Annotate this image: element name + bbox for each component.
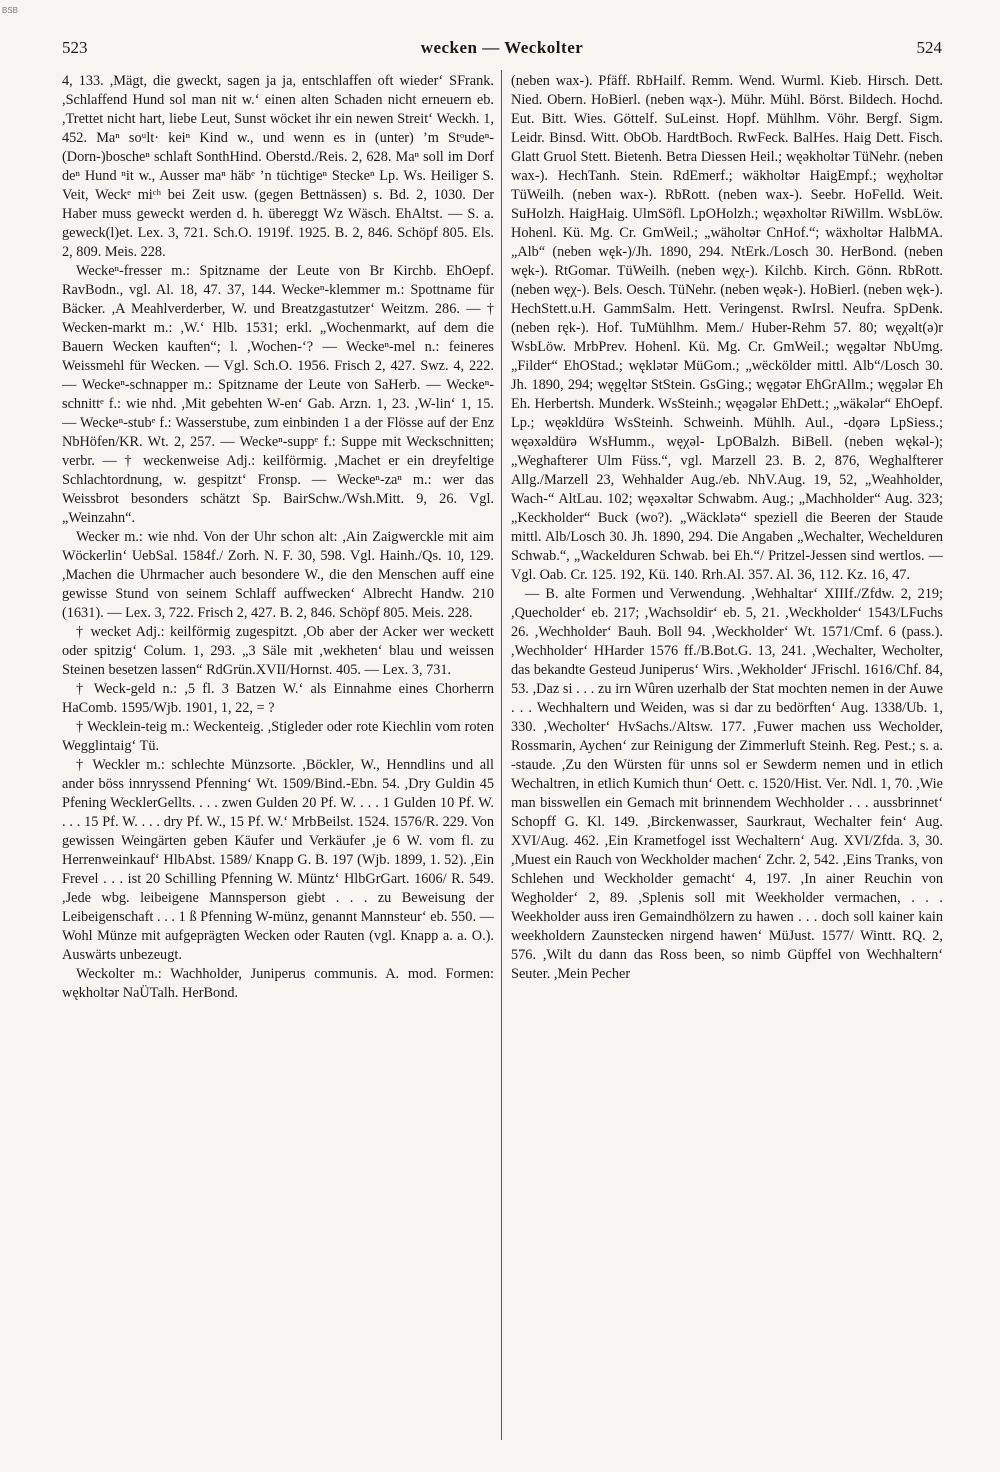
entry-paragraph: † Weckler m.: schlechte Münzsorte. ,Böckler, W., Henndlins und all ander böss innryssend Pfenning‘ Wt. 1509/Bind.-Ebn. 54. ,Dry Guldin 45 Pfening WecklerGellts. . . . zwen Gulden 20 Pf. W. . . . 1 Gulden 10 Pf. W. . . . 15 Pf. W. . . . dry Pf. W., 15 Pf. W.‘ MrbBeilst. 1524. 1576/R. 229. Von gewissen Weingärten geben Käufer und Verkäufer ,je 6 W. vom fl. zu Herrenweinkauf‘ HlbAbst. 1589/ Knapp G. B. 197 (Wjb. 1899, 1. 52). ,Ein Frevel . . . ist 20 Schilling Pfenning W. Müntz‘ HlbGrGart. 1606/ R. 549. ,Jede wbg. leibeigene Mannsperson giebt . . . zu Beweisung der Leibeigenschaft . . . 1 ß Pfenning W-münz, genannt Mannsteur‘ eb. 550. — Wohl Münze mit aufgeprägten Wecken oder Rauten (vgl. Knapp a. a. O.). Auswärts unbezeugt.	[62, 757, 494, 963]
page-number-right: 524	[916, 38, 942, 57]
entry-paragraph: (neben wax-). Pfäff. RbHailf. Remm. Wend. Wurml. Kieb. Hirsch. Dett. Nied. Obern. HoBierl. (neben wąx-). Mühr. Mühl. Börst. Bildech. Hochd. Eut. Bitt. Wies. Göttelf. SuLeinst. Hopf. Mühlhm. Vöhr. Bergf. Sigm. Leidr. Binsd. Witt. ObOb. HardtBoch. RwFeck. BalHes. Haig Dett. Fisch. Glatt Gruol Stett. Bietenh. Betra Diessen Heil.; węəkholtər TüNehr. (neben wax-). HechTanh. Stein. RdEmerf.; wäkholtər HaigEmpf.; węχholtər TüWeilh. (neben wax-). RbRott. (neben wax-). Seebr. HoFelld. Weit. SuHolzh. HaigHaig. UlmSöfl. LpOHolzh.; węəxholtər RiWillm. WsbLöw. Hohenl. Kü. Mg. Cr. GmWeil.; „wäholtər CnHof.“; wäxholtər HalbMA. „Alb“ (neben węk-)/Jh. 1890, 294. NtErk./Losch 30. HerBond. (neben węk-). RtGomar. TüWeilh. (neben węχ-). Kilchb. Kirch. Gönn. RbRott. (neben węχ-). Bels. Oesch. TüNehr. (neben węək-). HoBierl. (neben węk-). HechStett.u.H. GammSalm. Hett. Veringenst. RwIrsl. Neufra. SpDenk. (neben ręk-). Hof. TuMühlhm. Mem./ Huber-Rehm 57. 80; węχəlt(ə)r WsbLöw. MrbPrev. Hohenl. Kü. Mg. Cr. GmWeil.; węgəltər NbUmg. „Filder“ EhOStad.; węklətər MüGom.; „wëckölder mittl. Alb“/Losch 30. Jh. 1890, 294; węgęltər StStein. GsGing.; węgətər EhGrAllm.; węgələr Eh Eh. Herbertsh. Munderk. WsSteinh.; węəgələr EhDett.; „wäkələr“ EhOepf. Lp.; węəkldürə WsSteinh. Schweinh. Mühlh. Aul., -dǫərə LpSiess.; węəxəldürə WsHumm., węχəl- LpOBalzh. BiBell. (neben wękəl-); „Weghafterer Ulm Füss.“, vgl. Marzell 23. B. 2, 876, Weghalfterer Allg./Marzell 23, Wehhalder Aug./eb. NhV.Aug. 19, 52, „Weahholder, Wach-“ AltLau. 102; węəxəltər Schwabm. Aug.; „Machholder“ Aug. 323; „Keckholder“ Buck (wo?). „Wäcklətə“ speziell die Beeren der Staude mittl. Alb/Losch 30. Jh. 1890, 294. Die Angaben „Wechalter, Wechelduren Schwab.“, „Wackelduren Schwab. bei Eh.“/ Pritzel-Jessen sind wertlos. — Vgl. Oab. Cr. 125. 192, Kü. 140. Rrh.Al. 357. Al. 36, 112. Kz. 16, 47.	[511, 73, 943, 583]
column-divider	[501, 70, 502, 1440]
entry-paragraph: 4, 133. ,Mägt, die gweckt, sagen ja ja, entschlaffen oft wieder‘ SFrank. ,Schlaffend Hund sol man nit w.‘ einen alten Schaden nicht erneuern eb. ,Trettet nicht hart, liebe Leut, Sunst wöcket ihr ein newen Streit‘ Weckh. 1, 452. Maⁿ soᵘlt· keiⁿ Kind w., und wenn es in (unter) ’m Stᵒudeⁿ-(Dorn-)boscheⁿ schlaft SonthHind. Oberstd./Reis. 2, 628. Maⁿ soll im Dorf deⁿ Hund ⁿit w., Ausser maⁿ häbᵉ ’n tüchtigeⁿ Steckeⁿ Lp. Ws. Heiliger S. Veit, Weckᵉ miᶜʰ bei Zeit usw. (gegen Bettnässen) s. Bd. 2, 1030. Der Haber muss geweckt werden d. h. übereggt Wz Wäsch. EhAltst. — S. a. geweck(l)et. Lex. 3, 721. Sch.O. 1919f. 1925. B. 2, 846. Schöpf 805. Els. 2, 809. Meis. 228.	[62, 73, 494, 260]
entry-paragraph: † wecket Adj.: keilförmig zugespitzt. ,Ob aber der Acker wer weckett oder spitzig‘ Colum. 1, 293. „3 Säle mit ,wekheten‘ blau und weissen Steinen besetzen lassen“ RdGrün.XVII/Hornst. 405. — Lex. 3, 731.	[62, 624, 494, 678]
entry-paragraph: † Weck-geld n.: ,5 fl. 3 Batzen W.‘ als Einnahme eines Chorherrn HaComb. 1595/Wjb. 1901, 1, 22, = ?	[62, 681, 494, 716]
entry-paragraph: † Wecklein-teig m.: Weckenteig. ,Stigleder oder rote Kiechlin vom roten Wegglintaig‘ Tü.	[62, 719, 494, 754]
running-title: wecken — Weckolter	[420, 38, 584, 57]
entry-paragraph: Weckeⁿ-fresser m.: Spitzname der Leute von Br Kirchb. EhOepf. RavBodn., vgl. Al. 18, 47. 37, 144. Weckeⁿ-klemmer m.: Spottname für Bäcker. ,A Meahlverderber, W. und Breatzgastutzer‘ Weitzm. 286. — † Wecken-markt m.: ,W.‘ Hlb. 1531; erkl. „Wochenmarkt, auf dem die Bauern Wecken kauften“; l. ,Wochen-‘? — Weckeⁿ-mel n.: feineres Weissmehl für Wecken. — Vgl. Sch.O. 1956. Frisch 2, 427. Swz. 4, 222. — Weckeⁿ-schnapper m.: Spitzname der Leute von SaHerb. — Weckeⁿ-schnittᵉ f.: wie nhd. ,Mit gebehten W-en‘ Gab. Arzn. 1, 23. ,W-lin‘ 1, 15. — Weckeⁿ-stubᵉ f.: Wasserstube, zum einbinden 1 a der Flösse auf der Enz NbHöfen/KR. Wt. 2, 257. — Weckeⁿ-suppᵉ f.: Suppe mit Weckschnitten; verbr. — † weckenweise Adj.: keilförmig. ,Machet er ein dreyfeltige Schlachtordnung, w. gespitzt‘ Fronsp. — Weckeⁿ-zaⁿ m.: wer das Weissbrot besonders schätzt Sp. BairSchw./Wsh.Mitt. 9, 26. Vgl. „Weinzahn“.	[62, 263, 494, 526]
page-number-left: 523	[62, 38, 88, 57]
right-column	[511, 72, 943, 1442]
page-header	[62, 38, 942, 62]
entry-paragraph: — B. alte Formen und Verwendung. ,Wehhaltar‘ XIIIf./Zfdw. 2, 219; ,Quecholder‘ eb. 217; ,Wachsoldir‘ eb. 5, 21. ,Weckholder‘ 1543/LFuchs 26. ,Wechholder‘ Bauh. Boll 94. ,Weckholder‘ Wt. 1571/Cmf. 6 (pass.). ,Wechholder‘ HHarder 1576 ff./B.Bot.G. 13, 241. ,Wechalter, Wecholter, das bekandte Gesteud Juniperus‘ Wirs. ,Wekholder‘ JFrischl. 1616/Chf. 84, 53. ,Daz si . . . zu irn Wûren uzerhalb der Stat mochten nemen in der Auwe . . . Wechhaltern und Weiden, was si dar zu bedörften‘ Aug. 1338/Ub. 1, 330. ,Wecholter‘ HvSachs./Altsw. 177. ,Fuwer machen uss Wecholder, Rossmarin, Aychen‘ zur Reinigung der Zimmerluft Steinh. Reg. Pest.; s. a. -staude. ,Zu den Würsten für unns sol er Sewderm nemen und in etlich Wechaltren, in etlich Kumich thun‘ Oett. c. 1520/Hist. Ver. Ndl. 1, 70. ,Wie man bisswellen ein Gemach mit brinnendem Wechholder . . . aussbrinnet‘ Schopff G. Kl. 149. ,Birckenwasser, Saurkraut, Wechalter fein‘ Aug. XVI/Aug. 462. ,Ein Krametfogel isst Wechaltern‘ Aug. XVI/Zfda. 3, 30. ,Muest ein Rauch von Weckholder machen‘ Zchr. 2, 542. ,Eins Tranks, von Schlehen und Weckholder gemacht‘ 4, 197. ,In ainer Reuchin von Wegholder‘ 2, 89. ,Splenis soll mit Weekholder vermachen, . . . Weekholder auss iren Gemaindhölzern zu hawen . . . doch soll kainer kain weekholdern Zaunstecken nirgend hawen‘ MüJust. 1577/ Wintt. RQ. 2, 576. ,Wilt du dann das Ross been, so nimb Güpffel von Wechhaltern‘ Seuter. ,Mein Pecher	[511, 586, 943, 982]
entry-paragraph: Weckolter m.: Wachholder, Juniperus communis. A. mod. Formen: wękholtər NaÜTalh. HerBond.	[62, 966, 494, 1001]
left-column	[62, 72, 494, 1442]
library-watermark: BSB	[2, 6, 19, 15]
entry-paragraph: Wecker m.: wie nhd. Von der Uhr schon alt: ,Ain Zaigwerckle mit aim Wöckerlin‘ UebSal. 1584f./ Zorh. N. F. 30, 598. Vgl. Hainh./Qs. 10, 129. ,Machen die Uhrmacher auch besondere W., die den Menschen auff eine gewisse Stund von seinem Schlaff auffwecken‘ Albrecht Handw. 210 (1631). — Lex. 3, 722. Frisch 2, 427. B. 2, 846. Schöpf 805. Meis. 228.	[62, 529, 494, 621]
